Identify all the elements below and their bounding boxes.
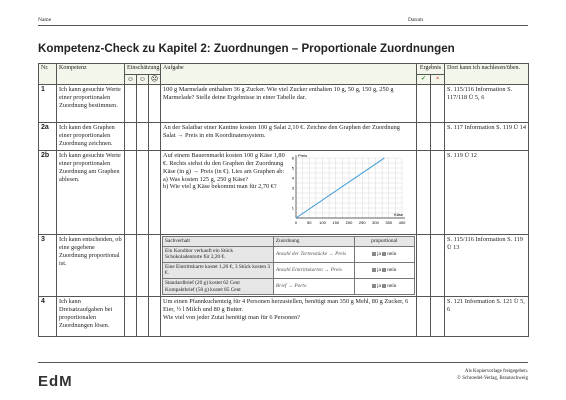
y-tick-label: 1 <box>291 205 295 211</box>
sub-sachverhalt: Standardbrief (20 g) kostet 62 Cent Kompaktbrief (50 g) kostet 85 Cent <box>163 279 274 295</box>
rating-cell[interactable] <box>137 123 149 151</box>
x-tick-label: 400 <box>398 220 406 225</box>
sub-header: Zuordnung <box>273 237 354 247</box>
row-aufgabe <box>161 151 417 235</box>
result-cell[interactable] <box>417 85 431 123</box>
x-tick-label: 50 <box>307 220 312 225</box>
col-nachlesen: Dort kann ich nachlesen/üben. <box>445 64 529 85</box>
sub-zuordnung: Brief → Porto <box>273 279 354 295</box>
table-row <box>39 297 529 337</box>
rating-cell[interactable] <box>137 235 149 297</box>
rating-cell[interactable] <box>149 85 161 123</box>
sub-header: Sachverhalt <box>163 237 274 247</box>
result-cell[interactable] <box>431 297 445 337</box>
row-number: 4 <box>39 297 57 337</box>
rating-cell[interactable] <box>149 123 161 151</box>
x-tick-label: 100 <box>319 220 326 225</box>
row-reference: S. 121 Information S. 121 Ü 5, 6 <box>445 297 529 337</box>
row-reference: S. 119 Ü 12 <box>445 151 529 235</box>
ja-label: ja <box>377 250 381 257</box>
ja-label: ja <box>377 283 381 290</box>
result-cell[interactable] <box>431 151 445 235</box>
x-tick-label: 300 <box>372 220 379 225</box>
checkbox-nein[interactable] <box>382 284 386 288</box>
rating-cell[interactable] <box>125 85 137 123</box>
rating-cell[interactable] <box>125 123 137 151</box>
row-kompetenz: Ich kann den Graphen einer proportionalen Zuordnung zeichnen. <box>57 123 125 151</box>
result-cell[interactable] <box>431 235 445 297</box>
row-number: 1 <box>39 85 57 123</box>
y-tick-label: 3 <box>291 185 295 191</box>
proportional-subtable <box>162 236 415 295</box>
y-tick-label: 6 <box>291 155 295 161</box>
rating-cell[interactable] <box>149 297 161 337</box>
task-text: Auf einem Bauernmarkt kosten 100 g Käse 1,80 €. Rechts siehst du den Graphen der Zuordnung Käse (in g) → Preis (in €). Lies am Graphen ab: <box>163 152 285 175</box>
task-question: Wie viel von jeder Zutat benötigt man für 6 Personen? <box>163 313 301 321</box>
sub-sachverhalt: Ein Konditor verkauft ein Stück Schokoladentorte für 2,20 €. <box>163 246 274 262</box>
table-row <box>39 85 529 123</box>
task-b: b) Wie viel g Käse bekommt man für 2,70 €? <box>163 183 277 191</box>
sub-zuordnung: Anzahl Eintrittskarten → Preis <box>273 262 354 278</box>
copyright <box>457 368 528 382</box>
row-number: 3 <box>39 235 57 297</box>
rating-cell[interactable] <box>125 297 137 337</box>
page-header <box>38 15 528 26</box>
nein-label: nein <box>387 283 397 290</box>
row-kompetenz: Ich kann Dreisatzaufgaben bei proportionalen Zuordnungen lösen. <box>57 297 125 337</box>
rating-cell[interactable] <box>125 151 137 235</box>
row-aufgabe: An der Salatbar einer Kantine kosten 100 g Salat 2,10 €. Zeichne den Graphen der Zuordnung Salat → Preis in ein Koordinatensystem. <box>161 123 417 151</box>
cross-icon: × <box>431 74 445 85</box>
col-kompetenz: Kompetenz <box>57 64 125 85</box>
result-cell[interactable] <box>431 123 445 151</box>
x-tick-label: 200 <box>345 220 353 225</box>
smile-neutral-icon: ☺ <box>137 74 149 85</box>
col-nr: Nr. <box>39 64 57 85</box>
competence-table <box>38 63 529 337</box>
checkbox-nein[interactable] <box>382 252 386 256</box>
sub-sachverhalt: Eine Eintrittskarte kostet 1,20 €, 3 Stück kosten 3 €. <box>163 262 274 278</box>
result-cell[interactable] <box>431 85 445 123</box>
x-tick-label: 0 <box>294 220 298 225</box>
check-icon: ✓ <box>417 74 431 85</box>
task-text: Um einen Pfannkuchenteig für 4 Personen herzustellen, benötigt man 350 g Mehl, 80 g Zucker, 6 Eier, ½ l Milch und 80 g Butter. <box>163 298 409 314</box>
date-label: Datum <box>408 17 423 23</box>
sub-header: proportional <box>354 237 415 247</box>
rating-cell[interactable] <box>149 235 161 297</box>
row-aufgabe <box>161 235 417 297</box>
sub-zuordnung: Anzahl der Tortenstücke → Preis <box>273 246 354 262</box>
copyright-line1: Als Kopiervorlage freigegeben. <box>464 369 528 374</box>
smile-good-icon: ☺ <box>125 74 137 85</box>
result-cell[interactable] <box>417 123 431 151</box>
col-aufgabe: Aufgabe <box>161 64 417 85</box>
ja-label: ja <box>377 267 381 274</box>
result-cell[interactable] <box>417 151 431 235</box>
x-axis-label: Käse <box>394 212 404 217</box>
result-cell[interactable] <box>417 235 431 297</box>
price-chart <box>286 152 408 228</box>
rating-cell[interactable] <box>149 151 161 235</box>
nein-label: nein <box>387 250 397 257</box>
row-number: 2a <box>39 123 57 151</box>
table-row <box>39 151 529 235</box>
row-aufgabe <box>161 297 417 337</box>
row-reference: S. 115/116 Information S. 117/118 Ü 5, 6 <box>445 85 529 123</box>
task-a: a) Was kosten 125 g, 250 g Käse? <box>163 175 249 183</box>
y-tick-label: 4 <box>291 175 295 181</box>
name-label: Name <box>38 17 52 23</box>
x-tick-label: 150 <box>332 220 340 225</box>
table-row <box>39 235 529 297</box>
checkbox-ja[interactable] <box>372 284 376 288</box>
y-axis-label: Preis <box>298 153 308 158</box>
publisher-logo: EdM <box>38 373 73 390</box>
row-kompetenz: Ich kann gesuchte Werte einer proportionalen Zuordnung am Graphen ablesen. <box>57 151 125 235</box>
nein-label: nein <box>387 267 397 274</box>
rating-cell[interactable] <box>137 297 149 337</box>
checkbox-ja[interactable] <box>372 268 376 272</box>
rating-cell[interactable] <box>125 235 137 297</box>
col-einschaetzung: Einschätzung <box>125 64 161 75</box>
rating-cell[interactable] <box>137 151 149 235</box>
smile-sad-icon: ☹ <box>149 74 161 85</box>
table-row <box>39 123 529 151</box>
x-tick-label: 350 <box>385 220 393 225</box>
row-aufgabe: 100 g Marmelade enthalten 36 g Zucker. Wie viel Zucker enthalten 10 g, 50 g, 150 g, 250 g Marmelade? Stelle deine Ergebnisse in einer Tabelle dar. <box>161 85 417 123</box>
row-kompetenz: Ich kann entscheiden, ob eine gegebene Zuordnung proportional ist. <box>57 235 125 297</box>
rating-cell[interactable] <box>137 85 149 123</box>
footer-divider <box>38 362 528 363</box>
y-tick-label: 5 <box>291 165 295 171</box>
copyright-line2: © Schroedel-Verlag, Braunschweig <box>457 376 528 381</box>
col-ergebnis: Ergebnis <box>417 64 445 75</box>
x-tick-label: 250 <box>358 220 366 225</box>
row-kompetenz: Ich kann gesuchte Werte einer proportionalen Zuordnung bestimmen. <box>57 85 125 123</box>
row-number: 2b <box>39 151 57 235</box>
row-reference: S. 117 Information S. 119 Ü 14 <box>445 123 529 151</box>
row-reference: S. 115/116 Information S. 119 Ü 13 <box>445 235 529 297</box>
checkbox-nein[interactable] <box>382 268 386 272</box>
y-tick-label: 2 <box>291 195 295 201</box>
result-cell[interactable] <box>417 297 431 337</box>
page-title: Kompetenz-Check zu Kapitel 2: Zuordnungen – Proportionale Zuordnungen <box>38 42 455 55</box>
checkbox-ja[interactable] <box>372 252 376 256</box>
